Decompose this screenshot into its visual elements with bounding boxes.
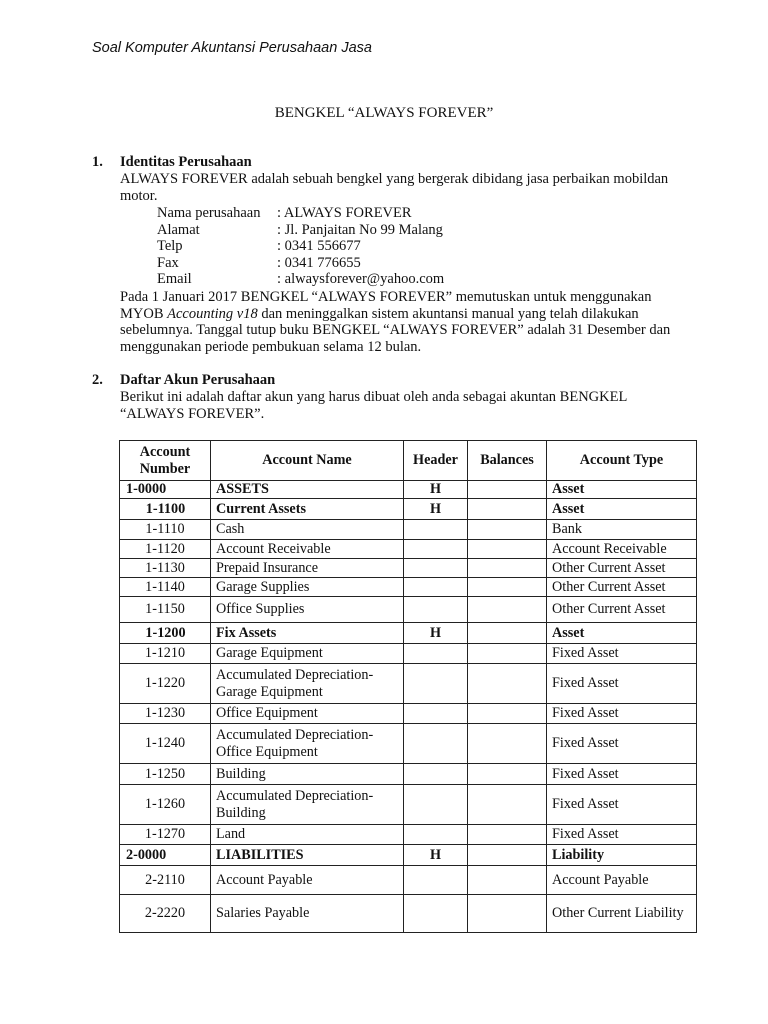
account-number-cell: 1-1120 xyxy=(120,540,211,559)
account-number-cell: 2-2110 xyxy=(120,866,211,895)
header-flag-cell xyxy=(404,866,468,895)
account-name-cell: Salaries Payable xyxy=(211,895,404,933)
company-details xyxy=(157,205,444,288)
account-number-cell: 1-1150 xyxy=(120,597,211,623)
account-name-cell: Building xyxy=(211,764,404,785)
account-number-cell: 2-2220 xyxy=(120,895,211,933)
header-flag-cell: H xyxy=(404,845,468,866)
table-row xyxy=(120,623,697,644)
account-number-cell: 1-1200 xyxy=(120,623,211,644)
account-name-cell: Fix Assets xyxy=(211,623,404,644)
column-header: Account Number xyxy=(120,441,211,481)
detail-value: : 0341 556677 xyxy=(277,238,361,255)
header-flag-cell xyxy=(404,644,468,664)
account-name-cell: LIABILITIES xyxy=(211,845,404,866)
detail-row xyxy=(157,238,444,255)
account-number-cell: 1-1260 xyxy=(120,785,211,825)
detail-value: : 0341 776655 xyxy=(277,254,361,271)
balance-cell xyxy=(468,559,547,578)
section-1-heading: Identitas Perusahaan xyxy=(120,154,252,170)
chart-of-accounts-table xyxy=(119,440,697,933)
running-header: Soal Komputer Akuntansi Perusahaan Jasa xyxy=(92,40,372,56)
balance-cell xyxy=(468,664,547,704)
balance-cell xyxy=(468,724,547,764)
account-type-cell: Other Current Asset xyxy=(547,559,697,578)
paragraph-text: dan meninggalkan sistem akuntansi manual yang telah dilakukan sebelumnya. Tanggal tutup buku BENGKEL “ALWAYS FOREVER” adalah 31 Desember dan menggunakan periode pembukuan selama 12 bulan. xyxy=(120,305,671,356)
account-number-cell: 1-1250 xyxy=(120,764,211,785)
header-flag-cell: H xyxy=(404,623,468,644)
header-flag-cell xyxy=(404,785,468,825)
account-name-cell: Account Receivable xyxy=(211,540,404,559)
account-type-cell: Other Current Asset xyxy=(547,578,697,597)
account-type-cell: Other Current Asset xyxy=(547,597,697,623)
account-type-cell: Fixed Asset xyxy=(547,785,697,825)
table-row xyxy=(120,825,697,845)
account-number-cell: 1-1130 xyxy=(120,559,211,578)
paragraph-text: Pada 1 Januari 2017 BENGKEL “ALWAYS FOREVER” memutuskan untuk menggunakan MYOB xyxy=(120,289,652,322)
section-1-number: 1. xyxy=(92,154,103,170)
detail-label: Email xyxy=(157,271,192,288)
balance-cell xyxy=(468,764,547,785)
account-number-cell: 1-1100 xyxy=(120,499,211,520)
account-name-cell: Garage Supplies xyxy=(211,578,404,597)
header-flag-cell xyxy=(404,520,468,540)
column-header: Balances xyxy=(468,441,547,481)
account-number-cell: 2-0000 xyxy=(120,845,211,866)
balance-cell xyxy=(468,623,547,644)
header-flag-cell xyxy=(404,704,468,724)
header-flag-cell xyxy=(404,559,468,578)
table-row xyxy=(120,764,697,785)
balance-cell xyxy=(468,520,547,540)
account-number-cell: 1-1270 xyxy=(120,825,211,845)
balance-cell xyxy=(468,845,547,866)
column-header: Account Type xyxy=(547,441,697,481)
account-name-cell: Accumulated Depreciation-Garage Equipment xyxy=(211,664,404,704)
balance-cell xyxy=(468,704,547,724)
account-number-cell: 1-1230 xyxy=(120,704,211,724)
balance-cell xyxy=(468,540,547,559)
account-name-cell: Cash xyxy=(211,520,404,540)
table-row xyxy=(120,578,697,597)
detail-row xyxy=(157,271,444,288)
account-name-cell: Office Supplies xyxy=(211,597,404,623)
header-flag-cell: H xyxy=(404,499,468,520)
header-flag-cell xyxy=(404,597,468,623)
account-name-cell: Current Assets xyxy=(211,499,404,520)
account-number-cell: 1-1220 xyxy=(120,664,211,704)
account-type-cell: Asset xyxy=(547,481,697,499)
account-number-cell: 1-1240 xyxy=(120,724,211,764)
detail-value: : Jl. Panjaitan No 99 Malang xyxy=(277,221,443,238)
detail-row xyxy=(157,205,444,222)
account-number-cell: 1-0000 xyxy=(120,481,211,499)
section-1-intro: ALWAYS FOREVER adalah sebuah bengkel yang bergerak dibidang jasa perbaikan mobildan motor. xyxy=(120,171,669,204)
account-type-cell: Account Payable xyxy=(547,866,697,895)
header-flag-cell xyxy=(404,764,468,785)
header-flag-cell xyxy=(404,724,468,764)
header-flag-cell xyxy=(404,578,468,597)
account-type-cell: Fixed Asset xyxy=(547,644,697,664)
detail-label: Alamat xyxy=(157,221,200,238)
account-name-cell: Prepaid Insurance xyxy=(211,559,404,578)
table-row xyxy=(120,499,697,520)
account-type-cell: Other Current Liability xyxy=(547,895,697,933)
account-type-cell: Fixed Asset xyxy=(547,764,697,785)
header-flag-cell xyxy=(404,825,468,845)
account-number-cell: 1-1210 xyxy=(120,644,211,664)
table-row xyxy=(120,644,697,664)
section-2-heading: Daftar Akun Perusahaan xyxy=(120,372,276,388)
table-row xyxy=(120,481,697,499)
account-type-cell: Asset xyxy=(547,499,697,520)
table-row xyxy=(120,895,697,933)
table-header-row xyxy=(120,441,697,481)
header-flag-cell: H xyxy=(404,481,468,499)
account-type-cell: Fixed Asset xyxy=(547,724,697,764)
section-2-number: 2. xyxy=(92,372,103,388)
table-row xyxy=(120,785,697,825)
account-name-cell: Office Equipment xyxy=(211,704,404,724)
table-row xyxy=(120,704,697,724)
balance-cell xyxy=(468,785,547,825)
account-type-cell: Bank xyxy=(547,520,697,540)
account-type-cell: Asset xyxy=(547,623,697,644)
document-title: BENGKEL “ALWAYS FOREVER” xyxy=(274,105,494,121)
balance-cell xyxy=(468,597,547,623)
detail-row xyxy=(157,222,444,239)
table-row xyxy=(120,664,697,704)
account-name-cell: Accumulated Depreciation-Building xyxy=(211,785,404,825)
table-row xyxy=(120,597,697,623)
balance-cell xyxy=(468,499,547,520)
table-row xyxy=(120,845,697,866)
detail-value: : ALWAYS FOREVER xyxy=(277,205,412,221)
balance-cell xyxy=(468,578,547,597)
balance-cell xyxy=(468,866,547,895)
balance-cell xyxy=(468,895,547,933)
account-name-cell: Land xyxy=(211,825,404,845)
table-row xyxy=(120,724,697,764)
balance-cell xyxy=(468,825,547,845)
account-name-cell: Accumulated Depreciation-Office Equipment xyxy=(211,724,404,764)
detail-label: Telp xyxy=(157,238,183,255)
account-name-cell: ASSETS xyxy=(211,481,404,499)
account-name-cell: Garage Equipment xyxy=(211,644,404,664)
account-type-cell: Fixed Asset xyxy=(547,825,697,845)
table-row xyxy=(120,866,697,895)
header-flag-cell xyxy=(404,895,468,933)
detail-label: Nama perusahaan xyxy=(157,205,261,221)
table-row xyxy=(120,520,697,540)
table-row xyxy=(120,559,697,578)
table-row xyxy=(120,540,697,559)
account-number-cell: 1-1110 xyxy=(120,520,211,540)
column-header: Header xyxy=(404,441,468,481)
account-type-cell: Liability xyxy=(547,845,697,866)
detail-row xyxy=(157,255,444,272)
account-type-cell: Account Receivable xyxy=(547,540,697,559)
account-type-cell: Fixed Asset xyxy=(547,664,697,704)
balance-cell xyxy=(468,644,547,664)
account-type-cell: Fixed Asset xyxy=(547,704,697,724)
account-number-cell: 1-1140 xyxy=(120,578,211,597)
header-flag-cell xyxy=(404,540,468,559)
section-1-paragraph xyxy=(120,289,680,356)
detail-value: : alwaysforever@yahoo.com xyxy=(277,271,445,288)
column-header: Account Name xyxy=(211,441,404,481)
header-flag-cell xyxy=(404,664,468,704)
account-name-cell: Account Payable xyxy=(211,866,404,895)
balance-cell xyxy=(468,481,547,499)
product-name: Accounting v18 xyxy=(167,305,258,322)
detail-label: Fax xyxy=(157,254,179,271)
section-2-intro: Berikut ini adalah daftar akun yang harus dibuat oleh anda sebagai akuntan BENGKEL “ALWAYS FOREVER”. xyxy=(120,389,627,422)
